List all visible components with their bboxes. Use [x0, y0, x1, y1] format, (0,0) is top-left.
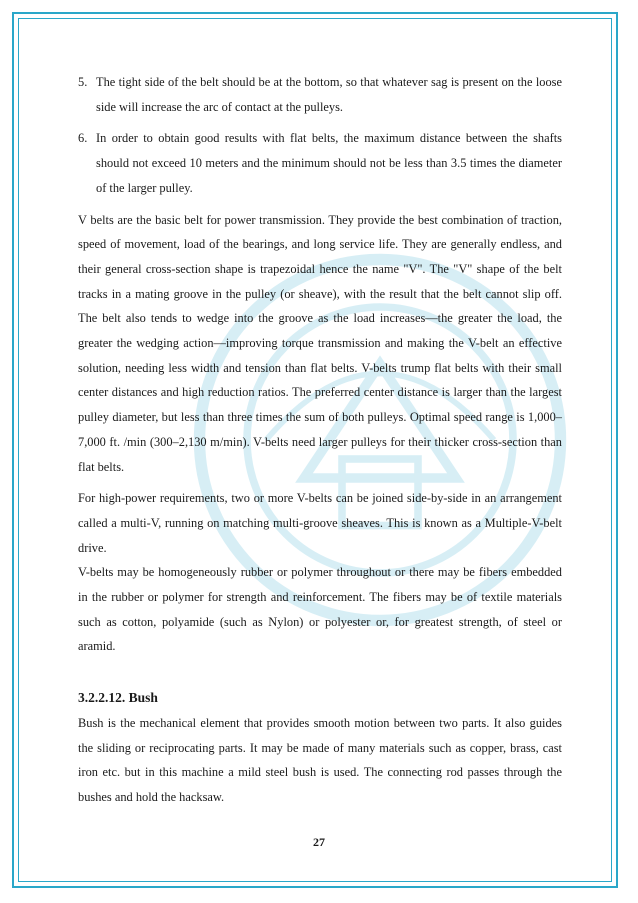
list-item-number: 6.: [78, 131, 88, 146]
list-item-text: In order to obtain good results with flat belts, the maximum distance between the shafts should not exceed 10 meters and the minimum should not be less than 3.5 times the diameter of the larger pulley.: [96, 131, 562, 195]
paragraph-multi-v: For high-power requirements, two or more V-belts can be joined side-by-side in an arrangement called a multi-V, running on matching multi-groove sheaves. This is known as a Multiple-V-belt drive.: [78, 491, 562, 555]
page-number: 27: [313, 835, 325, 849]
page-content: [78, 70, 562, 810]
paragraph-bush: Bush is the mechanical element that provides smooth motion between two parts. It also guides the sliding or reciprocating parts. It may be made of many materials such as copper, brass, cast iron etc. but in this machine a mild steel bush is used. The connecting rod passes through the bushes and hold the hacksaw.: [78, 715, 562, 804]
section-heading: 3.2.2.12. Bush: [78, 690, 158, 706]
list-item: [78, 70, 562, 119]
list-item-text: The tight side of the belt should be at the bottom, so that whatever sag is present on the loose side will increase the arc of contact at the pulleys.: [96, 75, 562, 114]
list-item-number: 5.: [78, 75, 88, 89]
list-item: [78, 126, 562, 200]
paragraph-v-belts: V belts are the basic belt for power transmission. They provide the best combination of traction, speed of movement, load of the bearings, and long service life. They are generally endless, and their general cross-section shape is trapezoidal hence the name "V". The "V" shape of the belt tracks in a mating groove in the pulley (or sheave), with the result that the belt cannot slip off. The belt also tends to wedge into the groove as the load increases—the greater the load, the greater the wedging action—improving torque transmission and making the V-belt an effective solution, needing less width and tension than flat belts. V-belts trump flat belts with their small center distances and high reduction ratios. The preferred center distance is larger than the largest pulley diameter, but less than three times the sum of both pulleys. Optimal speed range is 1,000– 7,000 ft. /min (300–2,130 m/min). V-belts need larger pulleys for their thicker cross-section than flat belts.: [78, 212, 562, 474]
paragraph-materials: V-belts may be homogeneously rubber or polymer throughout or there may be fibers embedded in the rubber or polymer for strength and reinforcement. The fibers may be of textile materials such as cotton, polyamide (such as Nylon) or polyester or, for greatest strength, of steel or aramid.: [78, 565, 562, 654]
